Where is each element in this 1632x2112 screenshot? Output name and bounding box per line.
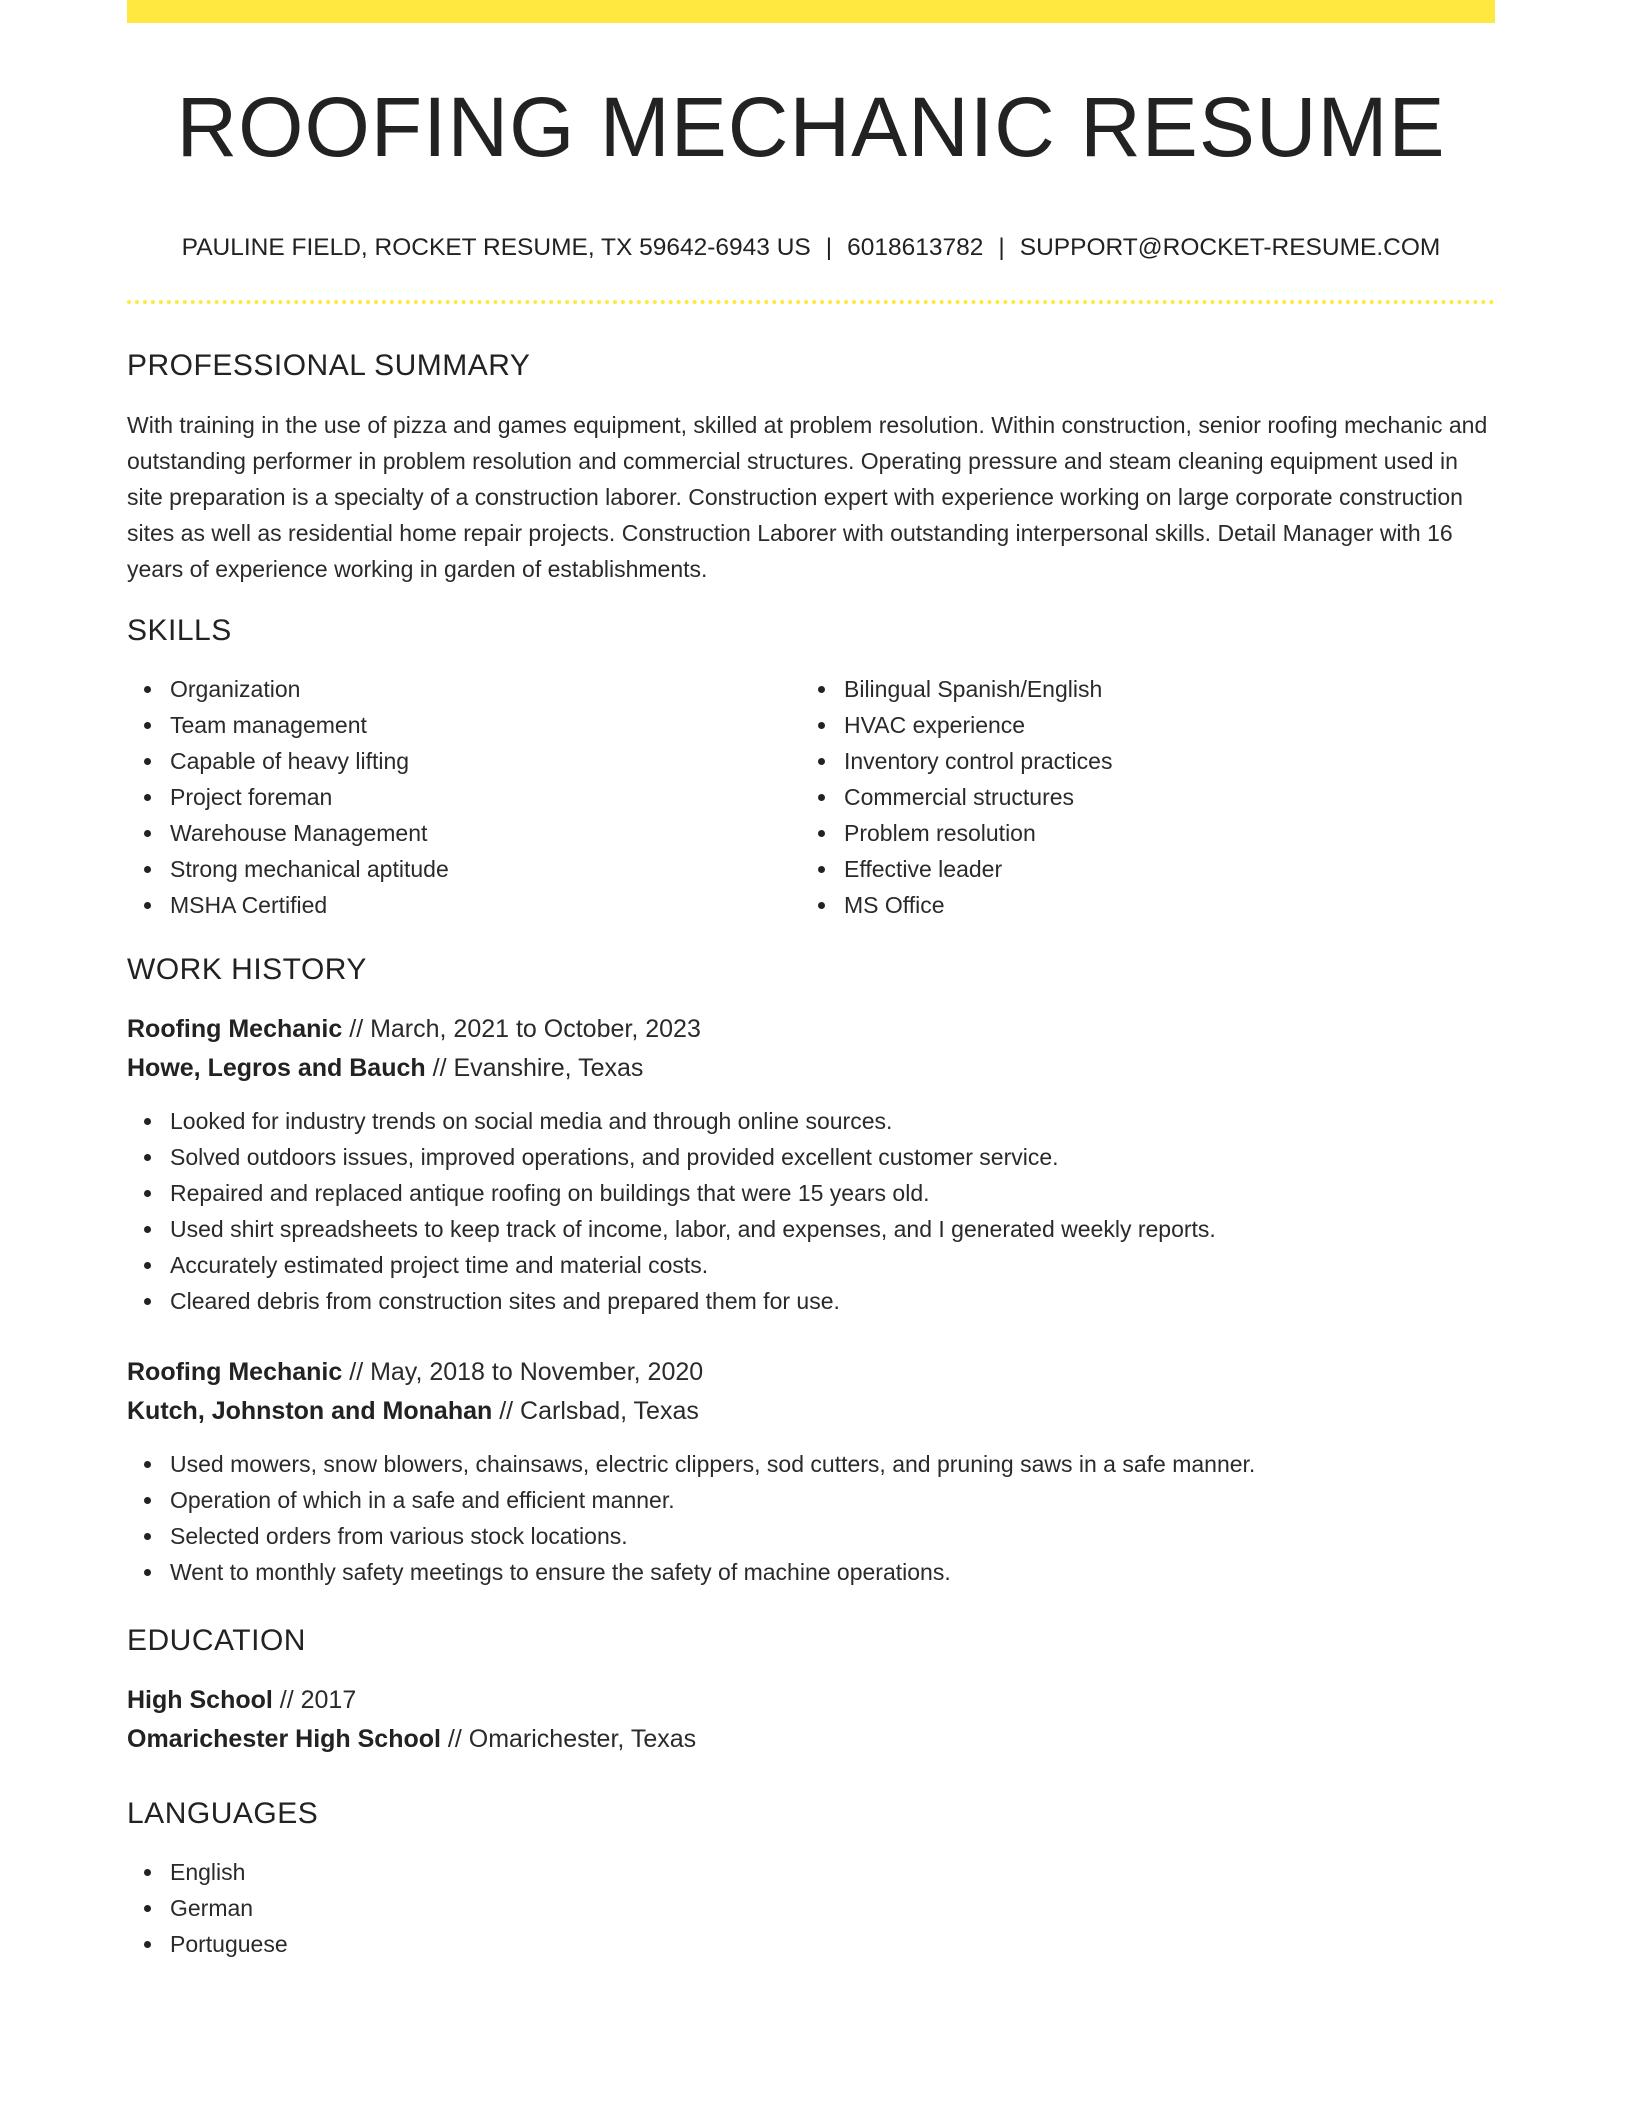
job-entry: [127, 1353, 1495, 1590]
job-bullet: Selected orders from various stock locations.: [127, 1518, 1495, 1554]
contact-separator: |: [825, 234, 833, 262]
job-location: // Carlsbad, Texas: [492, 1396, 699, 1425]
skill-item: Capable of heavy lifting: [127, 743, 801, 779]
language-item: German: [127, 1890, 1495, 1926]
language-item: English: [127, 1854, 1495, 1890]
language-item: Portuguese: [127, 1926, 1495, 1962]
job-dates: // March, 2021 to October, 2023: [342, 1014, 701, 1043]
skills-section: [127, 613, 1495, 923]
skills-list-right: [801, 671, 1475, 923]
job-bullet: Cleared debris from construction sites and prepared them for use.: [127, 1283, 1495, 1319]
job-bullet: Looked for industry trends on social media and through online sources.: [127, 1103, 1495, 1139]
skill-item: Warehouse Management: [127, 815, 801, 851]
contact-email: SUPPORT@ROCKET-RESUME.COM: [1019, 234, 1441, 262]
job-company-line: [127, 1049, 1495, 1088]
job-title-line: [127, 1010, 1495, 1049]
work-history-heading: WORK HISTORY: [127, 952, 367, 986]
summary-section: [127, 348, 1495, 587]
education-entry: [127, 1681, 1495, 1759]
job-bullet: Operation of which in a safe and efficient manner.: [127, 1482, 1495, 1518]
summary-heading: PROFESSIONAL SUMMARY: [127, 348, 531, 382]
dotted-divider: [127, 300, 1495, 304]
education-location: // Omarichester, Texas: [440, 1724, 697, 1753]
languages-list: [127, 1854, 1495, 1962]
job-bullet: Went to monthly safety meetings to ensure the safety of machine operations.: [127, 1554, 1495, 1590]
skill-item: MSHA Certified: [127, 887, 801, 923]
job-bullet: Solved outdoors issues, improved operations, and provided excellent customer service.: [127, 1139, 1495, 1175]
skill-item: Commercial structures: [801, 779, 1475, 815]
job-bullets: [127, 1446, 1495, 1590]
skill-item: Strong mechanical aptitude: [127, 851, 801, 887]
education-section: [127, 1623, 1495, 1759]
summary-text: With training in the use of pizza and games equipment, skilled at problem resolution. Within construction, senior roofing mechanic and outstanding performer in problem resolution and commercial structures. Operating pressure and steam cleaning equipment used in site preparation is a specialty of a construction laborer. Construction expert with experience working on large corporate construction sites as well as residential home repair projects. Construction Laborer with outstanding interpersonal skills. Detail Manager with 16 years of experience working in garden of establishments.: [127, 411, 1488, 582]
skill-item: Team management: [127, 707, 801, 743]
education-school: Omarichester High School: [127, 1724, 441, 1753]
education-heading: EDUCATION: [127, 1623, 306, 1657]
job-location: // Evanshire, Texas: [425, 1053, 644, 1082]
job-title: Roofing Mechanic: [127, 1014, 343, 1043]
skill-item: MS Office: [801, 887, 1475, 923]
job-entry: [127, 1010, 1495, 1319]
skill-item: Project foreman: [127, 779, 801, 815]
contact-separator: |: [998, 234, 1005, 262]
contact-address: PAULINE FIELD, ROCKET RESUME, TX 59642-6943 US: [181, 234, 811, 262]
skill-item: Inventory control practices: [801, 743, 1475, 779]
skill-item: Effective leader: [801, 851, 1475, 887]
resume-page: [127, 0, 1495, 1962]
contact-line: [127, 233, 1495, 262]
job-bullet: Used shirt spreadsheets to keep track of income, labor, and expenses, and I generated weekly reports.: [127, 1211, 1495, 1247]
job-bullet: Accurately estimated project time and material costs.: [127, 1247, 1495, 1283]
resume-title: ROOFING MECHANIC RESUME: [176, 80, 1446, 174]
education-degree: High School: [127, 1685, 273, 1714]
skills-heading: SKILLS: [127, 613, 232, 647]
skills-list-left: [127, 671, 801, 923]
job-bullets: [127, 1103, 1495, 1319]
contact-phone: 6018613782: [847, 234, 984, 262]
job-title: Roofing Mechanic: [127, 1357, 343, 1386]
skill-item: Organization: [127, 671, 801, 707]
education-degree-line: [127, 1681, 1495, 1720]
education-year: // 2017: [272, 1685, 357, 1714]
top-accent-bar: [127, 0, 1495, 23]
work-history-section: [127, 952, 1495, 1590]
job-dates: // May, 2018 to November, 2020: [342, 1357, 704, 1386]
job-company-line: [127, 1392, 1495, 1431]
skill-item: HVAC experience: [801, 707, 1475, 743]
skills-columns: [127, 671, 1495, 923]
education-school-line: [127, 1720, 1495, 1759]
skill-item: Problem resolution: [801, 815, 1475, 851]
job-bullet: Used mowers, snow blowers, chainsaws, electric clippers, sod cutters, and pruning saws in a safe manner.: [127, 1446, 1495, 1482]
languages-section: [127, 1796, 1495, 1962]
job-company: Kutch, Johnston and Monahan: [127, 1396, 493, 1425]
job-bullet: Repaired and replaced antique roofing on buildings that were 15 years old.: [127, 1175, 1495, 1211]
languages-heading: LANGUAGES: [127, 1796, 319, 1830]
job-title-line: [127, 1353, 1495, 1392]
skill-item: Bilingual Spanish/English: [801, 671, 1475, 707]
job-company: Howe, Legros and Bauch: [127, 1053, 426, 1082]
